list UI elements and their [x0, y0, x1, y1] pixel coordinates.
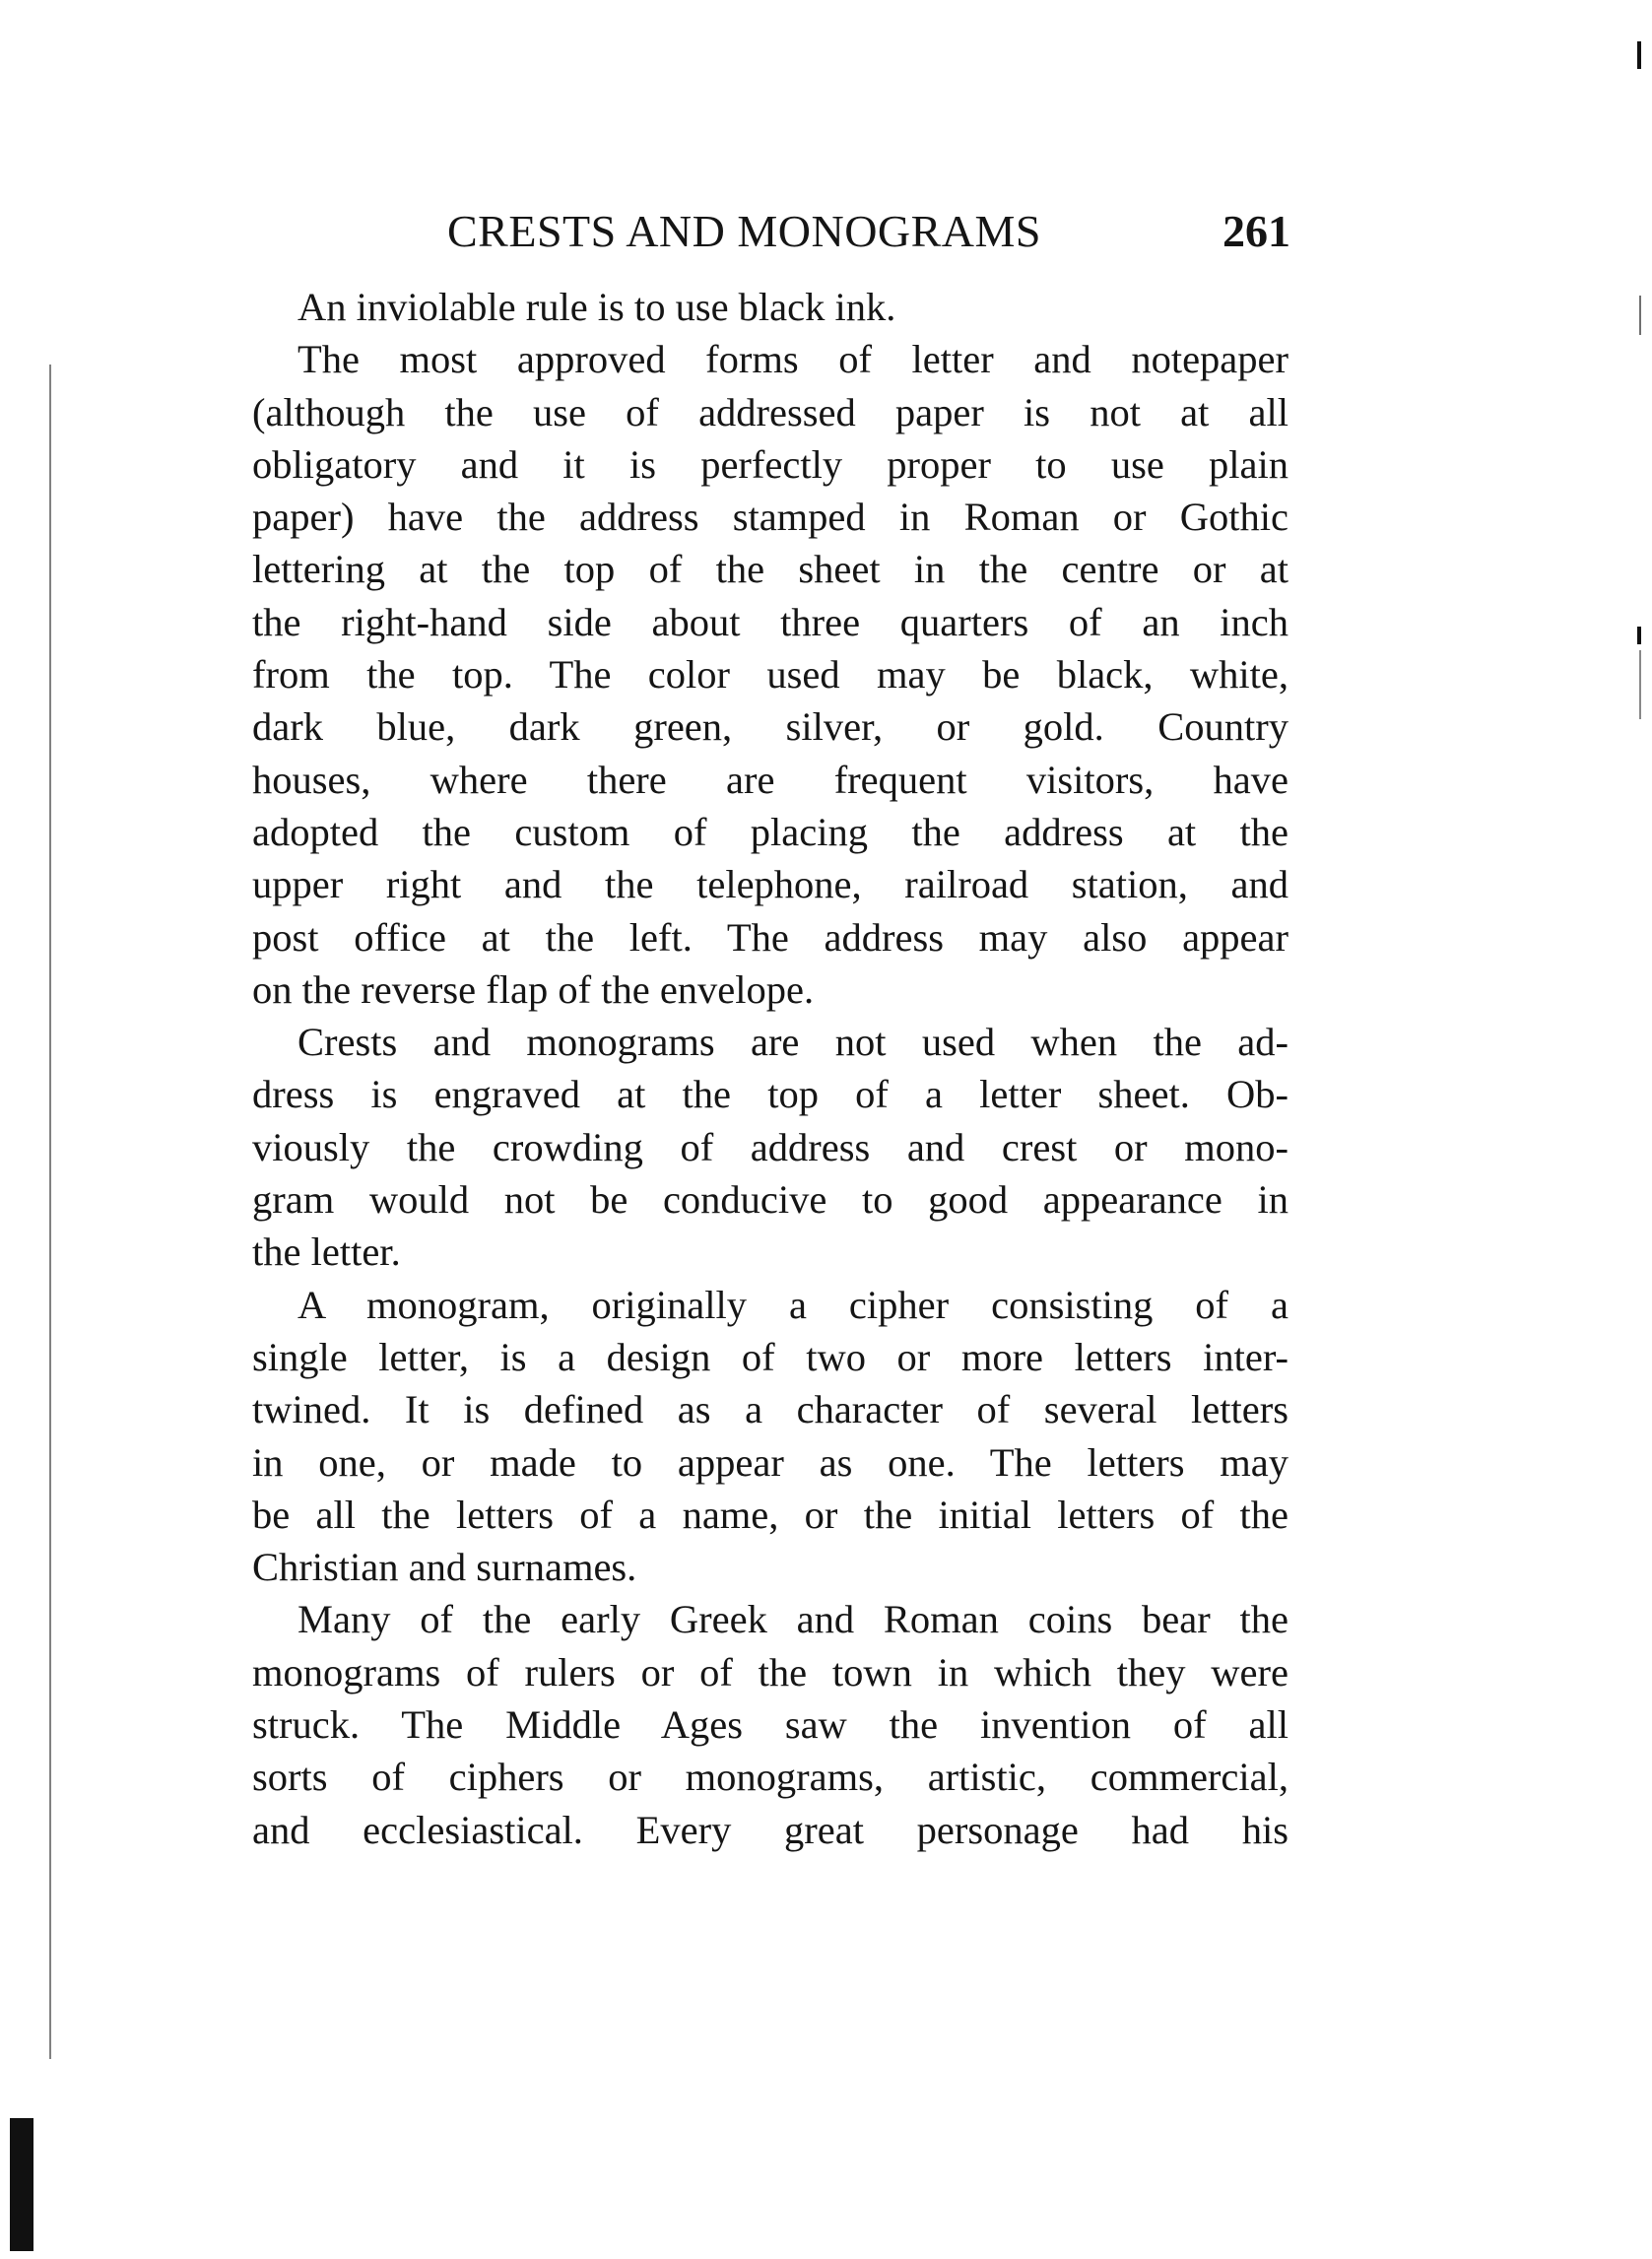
text-line: monograms of rulers or of the town in which they were	[252, 1649, 1289, 1694]
text-line: paper) have the address stamped in Roman or Gothic	[252, 495, 1289, 540]
right-edge-mark-2	[1637, 627, 1641, 644]
top-right-edge-mark	[1637, 41, 1641, 69]
text-line: dress is engraved at the top of a letter sheet. Ob-	[252, 1072, 1289, 1117]
text-line: The most approved forms of letter and notepaper	[297, 337, 1289, 382]
paragraph-4	[252, 1279, 1289, 1594]
text-line: adopted the custom of placing the address at the	[252, 809, 1289, 854]
paragraph-3	[252, 1016, 1289, 1278]
text-line: from the top. The color used may be black, white,	[252, 652, 1289, 698]
text-line: be all the letters of a name, or the initial letters of the	[252, 1492, 1289, 1537]
text-line: and ecclesiastical. Every great personage had his	[252, 1807, 1289, 1852]
paragraph-2	[252, 333, 1289, 1016]
bottom-left-binding-shadow	[10, 2118, 33, 2251]
text-line: dark blue, dark green, silver, or gold. Country	[252, 704, 1289, 750]
text-line: obligatory and it is perfectly proper to use plain	[252, 441, 1289, 487]
text-line: Many of the early Greek and Roman coins bear the	[297, 1597, 1289, 1642]
body-text	[252, 281, 1289, 1856]
text-line: An inviolable rule is to use black ink.	[297, 285, 896, 329]
left-margin-rule	[49, 365, 51, 2059]
text-line: upper right and the telephone, railroad station, and	[252, 862, 1289, 907]
text-line: gram would not be conducive to good appearance in	[252, 1177, 1289, 1223]
text-line: the letter.	[252, 1229, 401, 1275]
text-line: houses, where there are frequent visitors, have	[252, 757, 1289, 802]
running-head-title: CRESTS AND MONOGRAMS	[447, 206, 1042, 256]
text-line: sorts of ciphers or monograms, artistic, commercial,	[252, 1755, 1289, 1800]
text-line: A monogram, originally a cipher consisting of a	[297, 1282, 1289, 1327]
text-line: in one, or made to appear as one. The letters may	[252, 1439, 1289, 1485]
running-head	[296, 205, 1290, 264]
right-edge-mark-1	[1639, 296, 1641, 335]
text-line: post office at the left. The address may also appear	[252, 914, 1289, 960]
text-line: the right-hand side about three quarters of an inch	[252, 599, 1289, 644]
text-line: (although the use of addressed paper is not at all	[252, 389, 1289, 434]
text-line: single letter, is a design of two or more letters inter-	[252, 1334, 1289, 1379]
text-line: struck. The Middle Ages saw the invention of all	[252, 1702, 1289, 1748]
text-line: Christian and surnames.	[252, 1545, 637, 1590]
page-number: 261	[1222, 206, 1290, 256]
right-edge-mark-3	[1639, 650, 1641, 719]
text-line: lettering at the top of the sheet in the centre or at	[252, 547, 1289, 592]
text-line: Crests and monograms are not used when the ad-	[297, 1020, 1289, 1065]
text-line: viously the crowding of address and crest or mono-	[252, 1124, 1289, 1169]
text-line: twined. It is defined as a character of several letters	[252, 1387, 1289, 1432]
paragraph-5	[252, 1593, 1289, 1855]
paragraph-1	[252, 281, 1289, 333]
text-line: on the reverse flap of the envelope.	[252, 966, 815, 1012]
